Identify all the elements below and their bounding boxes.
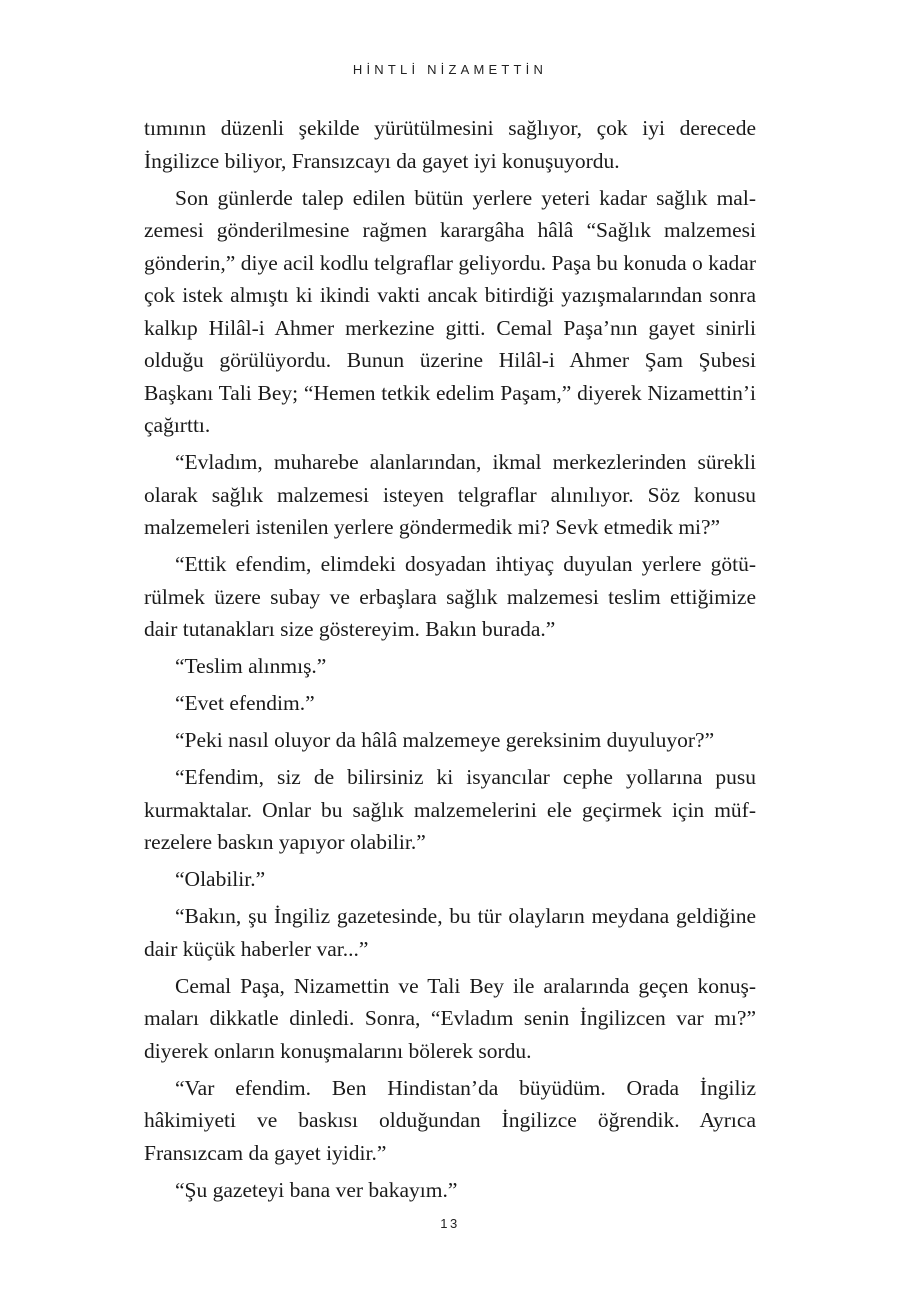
paragraph: Son günlerde talep edilen bütün yerlere yeteri kadar sağlık malzemesi gönderilmesine rağmen karargâha hâlâ “Sağlık malzemesi gönderin,” diye acil kodlu telgraflar geliyordu. Paşa bu konuda o kadar çok istek almıştı ki ikindi vakti ancak bitirdiği yazışmalarından sonra kalkıp Hilâl-i Ahmer merkezine gitti. Cemal Paşa’nın gayet sinirli olduğu görülüyordu. Bunun üzerine Hilâl-i Ahmer Şam Şubesi Başkanı Tali Bey; “Hemen tetkik edelim Paşam,” diyerek Nizamettin’i çağırttı. bbox=[144, 185, 756, 437]
paragraph: “Var efendim. Ben Hindistan’da büyüdüm. Orada İngiliz hâkimiyeti ve baskısı olduğundan İngilizce öğrendik. Ayrıca Fransızcam da gayet iyidir.” bbox=[144, 1075, 756, 1165]
paragraph: “Teslim alınmış.” bbox=[175, 654, 327, 678]
paragraph: Cemal Paşa, Nizamettin ve Tali Bey ile aralarında geçen konuşmaları dikkatle dinledi. Sonra, “Evladım senin İngilizcen var mı?” diyerek onların konuşmalarını bölerek sordu. bbox=[144, 973, 756, 1063]
page-number: 13 bbox=[440, 1216, 460, 1231]
paragraph: “Şu gazeteyi bana ver bakayım.” bbox=[175, 1177, 458, 1202]
running-head-title: HİNTLİ NİZAMETTİN bbox=[352, 62, 548, 77]
paragraph: “Peki nasıl oluyor da hâlâ malzemeye gereksinim duyuluyor?” bbox=[175, 728, 715, 752]
paragraph: “Evet efendim.” bbox=[175, 691, 315, 715]
paragraph: “Olabilir.” bbox=[175, 867, 266, 891]
paragraph-continuation: tımının düzenli şekilde yürütülmesini sağlıyor, çok iyi derecede İngilizce biliyor, Fransızcayı da gayet iyi konuşuyordu. bbox=[144, 116, 756, 173]
paragraph: “Ettik efendim, elimdeki dosyadan ihtiyaç duyulan yerlere götürülmek üzere subay ve erbaşlara sağlık malzemesi teslim ettiğimize dair tutanakları size göstereyim. Bakın burada.” bbox=[144, 552, 756, 641]
paragraph: “Efendim, siz de bilirsiniz ki isyancılar cephe yollarına pusu kurmaktalar. Onlar bu sağlık malzemelerini ele geçirmek için müfrezelere baskın yapıyor olabilir.” bbox=[144, 765, 756, 854]
paragraph: “Bakın, şu İngiliz gazetesinde, bu tür olayların meydana geldiğine dair küçük haberler var...” bbox=[144, 904, 756, 961]
body-text bbox=[144, 112, 756, 1211]
paragraph: “Evladım, muharebe alanlarından, ikmal merkezlerinden sürekli olarak sağlık malzemesi isteyen telgraflar alınılıyor. Söz konusu malzemeleri istenilen yerlere göndermedik mi? Sevk etmedik mi?” bbox=[144, 450, 756, 539]
